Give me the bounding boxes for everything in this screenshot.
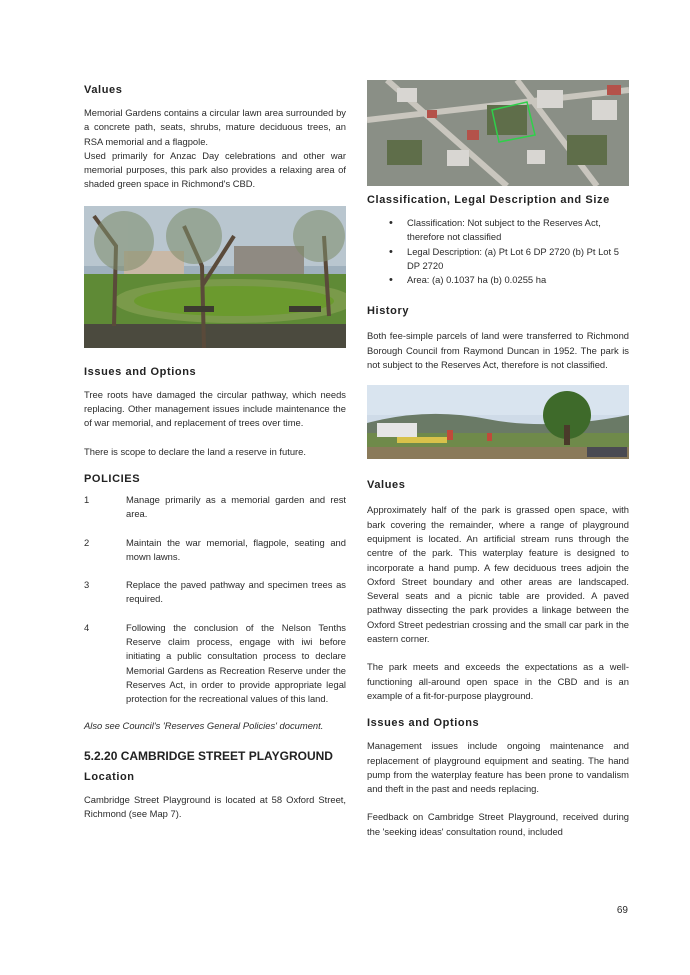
history-paragraph: Both fee-simple parcels of land were transferred to Richmond Borough Council from Raymond Duncan in 1952. The park is not subject to the Reserves Act, therefore is not classified. <box>367 330 629 371</box>
policy-item <box>84 621 346 707</box>
classification-list <box>367 216 629 287</box>
memorial-gardens-photo <box>84 206 346 348</box>
policy-text: Maintain the war memorial, flagpole, seating and mown lawns. <box>126 536 346 562</box>
policy-item <box>84 578 346 607</box>
section-title: 5.2.20 CAMBRIDGE STREET PLAYGROUND <box>84 748 333 763</box>
policy-text: Manage primarily as a memorial garden and rest area. <box>126 493 346 520</box>
also-see-note: Also see Council's 'Reserves General Policies' document. <box>84 719 324 731</box>
policy-number: 1 <box>84 493 90 505</box>
issues-heading-right: Issues and Options <box>367 717 480 730</box>
values-right-paragraph-1: Approximately half of the park is grassed open space, with bark covering the remainder, where a range of playground equipment is located. An artificial stream runs through the centre of the park. This waterplay feature is designed to incorporate a hand pump. A few deciduous trees adjoin the Oxford Street boundary and other areas are landscaped. Several seats and a picnic table are provided. A paved pathway dissecting the park provides a linkage between the Oxford Street pedestrian crossing and the small car park in the eastern corner. <box>367 504 629 645</box>
issues-paragraph-1: Tree roots have damaged the circular pathway, which needs replacing. Other management issues include maintenance the of war memorial, and replacement of trees over time. <box>84 388 346 429</box>
policy-text: Replace the paved pathway and specimen trees as required. <box>126 579 346 605</box>
policy-item <box>84 493 346 522</box>
policy-text: Following the conclusion of the Nelson Tenths Reserve claim process, engage with iwi before initiating a public consultation process to declare Memorial Gardens as Recreation Reserve under the Reserves Act, in order to provide appropriate legal protection for the recreational values of this land. <box>126 621 346 705</box>
values-paragraph-1: Memorial Gardens contains a circular lawn area surrounded by a concrete path, seats, shrubs, mature deciduous trees, an RSA memorial and a flagpole. <box>84 107 346 147</box>
playground-photo <box>367 385 629 459</box>
values-right-paragraph-2: The park meets and exceeds the expectations as a well-functioning all-around open space in the CBD and is an example of a fit-for-purpose playground. <box>367 661 629 701</box>
values-heading: Values <box>84 84 123 96</box>
issues-right-paragraph-1: Management issues include ongoing maintenance and replacement of playground equipment and seating. The hand pump from the waterplay feature has been prone to vandalism and theft in the past and needs replacing. <box>367 740 629 795</box>
values-paragraph-2: Used primarily for Anzac Day celebrations and other war memorial purposes, this park also provides a relaxing area of shaded green space in Richmond's CBD. <box>84 149 346 190</box>
page-number: 69 <box>616 905 628 916</box>
legal-description-item: • Legal Description: (a) Pt Lot 6 DP 2720 (b) Pt Lot 5 DP 2720 <box>389 245 629 274</box>
policy-number: 4 <box>84 621 90 633</box>
values-heading-right: Values <box>367 479 406 492</box>
classification-item: • Classification: Not subject to the Reserves Act, therefore not classified <box>389 216 629 245</box>
policies-heading: POLICIES <box>84 472 141 485</box>
location-heading: Location <box>84 770 135 783</box>
policy-number: 3 <box>84 579 90 591</box>
aerial-map-photo <box>367 80 629 186</box>
classification-heading: Classification, Legal Description and Size <box>367 194 610 206</box>
right-column <box>367 80 629 839</box>
area-item: • Area: (a) 0.1037 ha (b) 0.0255 ha <box>389 273 629 287</box>
policy-item <box>84 536 346 565</box>
issues-right-paragraph-2: Feedback on Cambridge Street Playground, received during the 'seeking ideas' consultation round, included <box>367 811 629 837</box>
policy-number: 2 <box>84 536 90 548</box>
issues-paragraph-2: There is scope to declare the land a reserve in future. <box>84 445 306 457</box>
left-column <box>84 80 346 821</box>
issues-heading: Issues and Options <box>84 365 197 378</box>
history-heading: History <box>367 305 410 318</box>
location-paragraph: Cambridge Street Playground is located at 58 Oxford Street, Richmond (see Map 7). <box>84 793 346 820</box>
